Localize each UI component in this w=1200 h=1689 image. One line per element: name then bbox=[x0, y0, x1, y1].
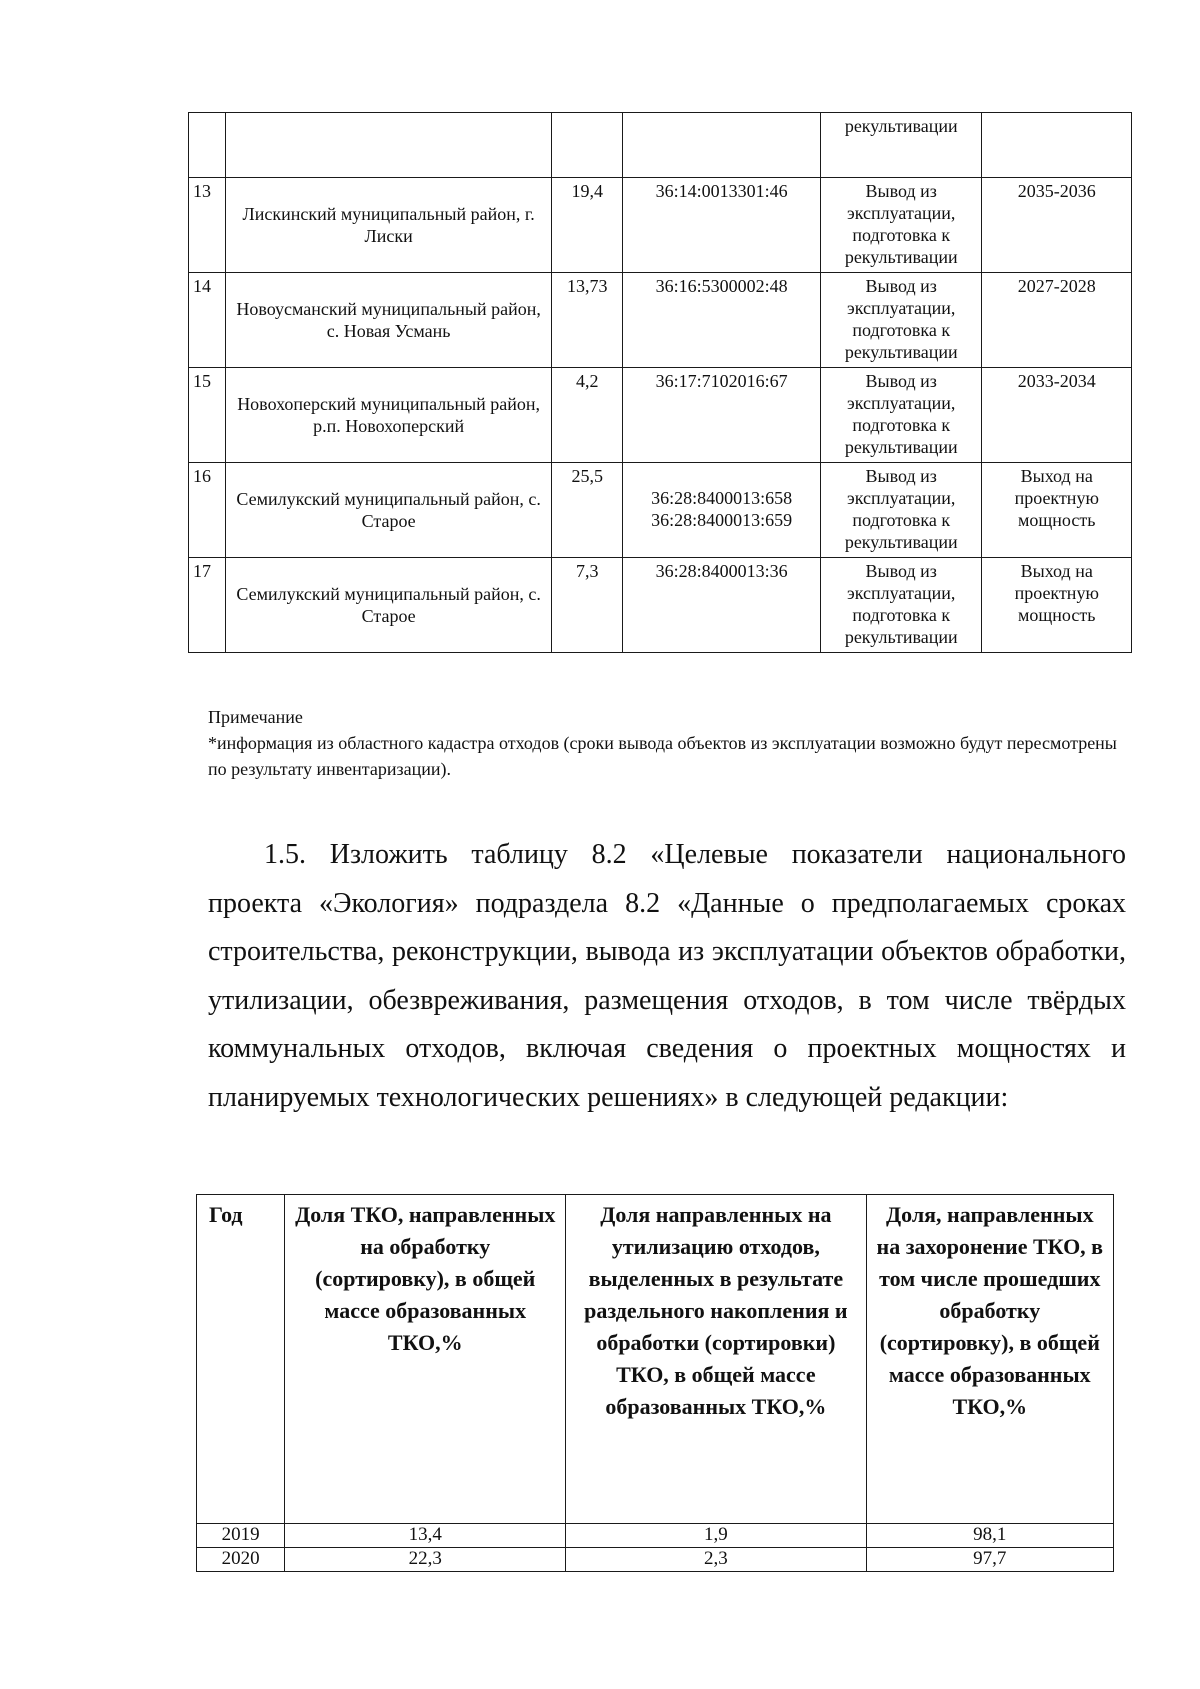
cell-area: 19,4 bbox=[552, 178, 623, 273]
cell-num bbox=[189, 113, 226, 178]
table-row bbox=[189, 558, 1132, 653]
table-row bbox=[189, 368, 1132, 463]
cell-name: Новохоперский муниципальный район, р.п. Новохоперский bbox=[226, 368, 552, 463]
cell-num: 15 bbox=[189, 368, 226, 463]
cell-year: 2019 bbox=[197, 1524, 285, 1548]
cell-area bbox=[552, 113, 623, 178]
cell-value: 1,9 bbox=[566, 1524, 866, 1548]
table-header-row bbox=[197, 1195, 1114, 1524]
table-row bbox=[189, 178, 1132, 273]
cell-cadastral bbox=[623, 463, 821, 558]
cell-cadastral bbox=[623, 273, 821, 368]
table-row bbox=[189, 273, 1132, 368]
cell-name: Семилукский муниципальный район, с. Старое bbox=[226, 558, 552, 653]
cell-measure: Вывод из эксплуатации, подготовка к рекультивации bbox=[820, 463, 982, 558]
table-row bbox=[197, 1524, 1114, 1548]
cell-name: Новоусманский муниципальный район, с. Новая Усмань bbox=[226, 273, 552, 368]
cell-year: 2020 bbox=[197, 1548, 285, 1572]
table-row bbox=[197, 1548, 1114, 1572]
cell-value: 13,4 bbox=[285, 1524, 566, 1548]
header-processing-share: Доля ТКО, направленных на обработку (сортировку), в общей массе образованных ТКО,% bbox=[285, 1195, 566, 1524]
cell-area: 4,2 bbox=[552, 368, 623, 463]
waste-sites-table bbox=[188, 112, 1132, 653]
cell-cadastral bbox=[623, 368, 821, 463]
cell-area: 7,3 bbox=[552, 558, 623, 653]
cell-term: 2033-2034 bbox=[982, 368, 1132, 463]
cell-value: 97,7 bbox=[866, 1548, 1113, 1572]
cell-value: 2,3 bbox=[566, 1548, 866, 1572]
cell-measure: Вывод из эксплуатации, подготовка к рекультивации bbox=[820, 558, 982, 653]
amendment-paragraph: 1.5. Изложить таблицу 8.2 «Целевые показатели национального проекта «Экология» подраздела 8.2 «Данные о предполагаемых сроках строительства, реконструкции, вывода из эксплуатации объектов обработки, утилизации, обезвреживания, размещения отходов, в том числе твёрдых коммунальных отходов, включая сведения о проектных мощностях и планируемых технологических решениях» в следующей редакции: bbox=[208, 839, 1126, 1113]
cell-cadastral bbox=[623, 113, 821, 178]
cell-term: Выход на проектную мощность bbox=[982, 463, 1132, 558]
cell-measure: Вывод из эксплуатации, подготовка к рекультивации bbox=[820, 368, 982, 463]
cell-num: 13 bbox=[189, 178, 226, 273]
indicators-table bbox=[196, 1194, 1114, 1572]
cell-measure: Вывод из эксплуатации, подготовка к рекультивации bbox=[820, 178, 982, 273]
cell-name: Семилукский муниципальный район, с. Старое bbox=[226, 463, 552, 558]
cadastral-number: 36:17:7102016:67 bbox=[655, 371, 788, 391]
cell-name: Лискинский муниципальный район, г. Лиски bbox=[226, 178, 552, 273]
cell-num: 17 bbox=[189, 558, 226, 653]
header-landfill-share: Доля, направленных на захоронение ТКО, в том числе прошедших обработку (сортировку), в общей массе образованных ТКО,% bbox=[866, 1195, 1113, 1524]
cell-cadastral bbox=[623, 558, 821, 653]
note-title: Примечание bbox=[208, 707, 303, 727]
cell-measure: Вывод из эксплуатации, подготовка к рекультивации bbox=[820, 273, 982, 368]
cell-num: 14 bbox=[189, 273, 226, 368]
table-row bbox=[189, 463, 1132, 558]
cadastral-number: 36:28:8400013:659 bbox=[651, 510, 793, 530]
cell-term: 2027-2028 bbox=[982, 273, 1132, 368]
table-row bbox=[189, 113, 1132, 178]
cell-measure: рекультивации bbox=[820, 113, 982, 178]
cadastral-number: 36:16:5300002:48 bbox=[655, 276, 788, 296]
cell-area: 13,73 bbox=[552, 273, 623, 368]
cadastral-number: 36:14:0013301:46 bbox=[655, 181, 788, 201]
cell-num: 16 bbox=[189, 463, 226, 558]
note-text: *информация из областного кадастра отходов (сроки вывода объектов из эксплуатации возможно будут пересмотрены по результату инвентаризации). bbox=[208, 733, 1117, 779]
cell-name bbox=[226, 113, 552, 178]
cadastral-number: 36:28:8400013:36 bbox=[655, 561, 788, 581]
cell-value: 22,3 bbox=[285, 1548, 566, 1572]
cell-value: 98,1 bbox=[866, 1524, 1113, 1548]
cell-term: Выход на проектную мощность bbox=[982, 558, 1132, 653]
header-utilization-share: Доля направленных на утилизацию отходов, выделенных в результате раздельного накопления и обработки (сортировки) ТКО, в общей массе образованных ТКО,% bbox=[566, 1195, 866, 1524]
cell-cadastral bbox=[623, 178, 821, 273]
header-year: Год bbox=[197, 1195, 285, 1524]
cell-term bbox=[982, 113, 1132, 178]
cell-term: 2035-2036 bbox=[982, 178, 1132, 273]
cell-area: 25,5 bbox=[552, 463, 623, 558]
cadastral-number: 36:28:8400013:658 bbox=[651, 488, 793, 508]
